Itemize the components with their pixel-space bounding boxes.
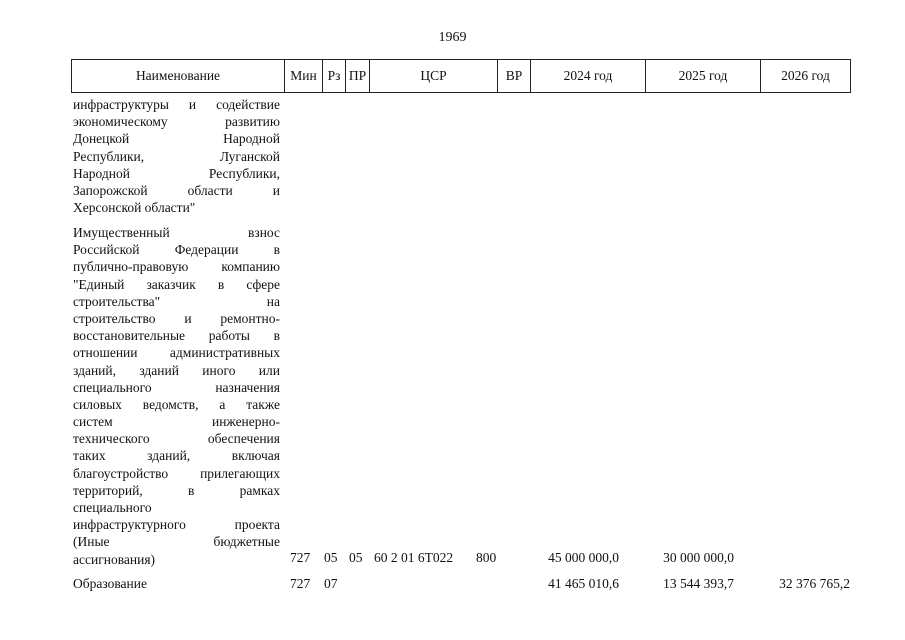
cell-2025: 30 000 000,0 xyxy=(663,550,734,565)
text-line: силовых ведомств, а также xyxy=(73,396,280,412)
text-line: специального назначения xyxy=(73,379,280,395)
page-number: 1969 xyxy=(438,30,467,45)
text-line: таких зданий, включая xyxy=(73,448,280,464)
text-line: Республики, Луганской xyxy=(73,148,280,164)
header-rz: Рз xyxy=(323,60,346,92)
text-line: (Иные бюджетные xyxy=(73,534,280,550)
text-line: специального xyxy=(73,500,152,515)
header-vr: ВР xyxy=(498,60,531,92)
text-line: технического обеспечения xyxy=(73,431,280,447)
cell-pr: 05 xyxy=(349,550,363,565)
text-line: ассигнования) xyxy=(73,551,156,567)
cell-rz: 07 xyxy=(324,576,338,591)
cell-2025: 13 544 393,7 xyxy=(663,576,734,591)
header-2024: 2024 год xyxy=(531,60,646,92)
text-line: инфраструктуры и содействие xyxy=(73,97,280,112)
header-pr: ПР xyxy=(346,60,370,92)
row-edu-name: Образование xyxy=(73,576,147,591)
text-line: Народной Республики, xyxy=(73,165,280,181)
header-name: Наименование xyxy=(72,60,285,92)
text-line: экономическому развитию xyxy=(73,114,280,130)
text-line: Российской Федерации в xyxy=(73,242,280,258)
text-line: Донецкой Народной xyxy=(73,131,280,147)
text-line: "Единый заказчик в сфере xyxy=(73,276,280,292)
text-line: публично-правовую компанию xyxy=(73,259,280,275)
cell-rz: 05 xyxy=(324,550,338,565)
row-continuation-text xyxy=(73,96,280,216)
cell-2024: 45 000 000,0 xyxy=(548,550,619,565)
cell-vr: 800 xyxy=(476,550,497,565)
cell-min: 727 xyxy=(290,576,311,591)
text-line: Имущественный взнос xyxy=(73,225,280,240)
text-line: Херсонской области" xyxy=(73,200,196,216)
cell-min: 727 xyxy=(290,550,311,565)
cell-2024: 41 465 010,6 xyxy=(548,576,619,591)
header-min: Мин xyxy=(285,60,323,92)
text-line: систем инженерно- xyxy=(73,414,280,430)
header-csr: ЦСР xyxy=(370,60,498,92)
row-vznos-name xyxy=(73,224,280,568)
text-line: зданий, зданий иного или xyxy=(73,362,280,378)
text-line: строительство и ремонтно- xyxy=(73,310,280,326)
text-line: территорий, в рамках xyxy=(73,482,280,498)
text-line: восстановительные работы в xyxy=(73,328,280,344)
text-line: отношении административных xyxy=(73,345,280,361)
header-2025: 2025 год xyxy=(646,60,761,92)
text-line: инфраструктурного проекта xyxy=(73,517,280,533)
cell-2026: 32 376 765,2 xyxy=(779,576,850,591)
text-line: благоустройство прилегающих xyxy=(73,465,280,481)
cell-csr: 60 2 01 6Т022 xyxy=(374,550,454,565)
text-line: Запорожской области и xyxy=(73,182,280,198)
table-header xyxy=(71,59,851,93)
header-2026: 2026 год xyxy=(781,68,830,83)
text-line: строительства" на xyxy=(73,293,280,309)
